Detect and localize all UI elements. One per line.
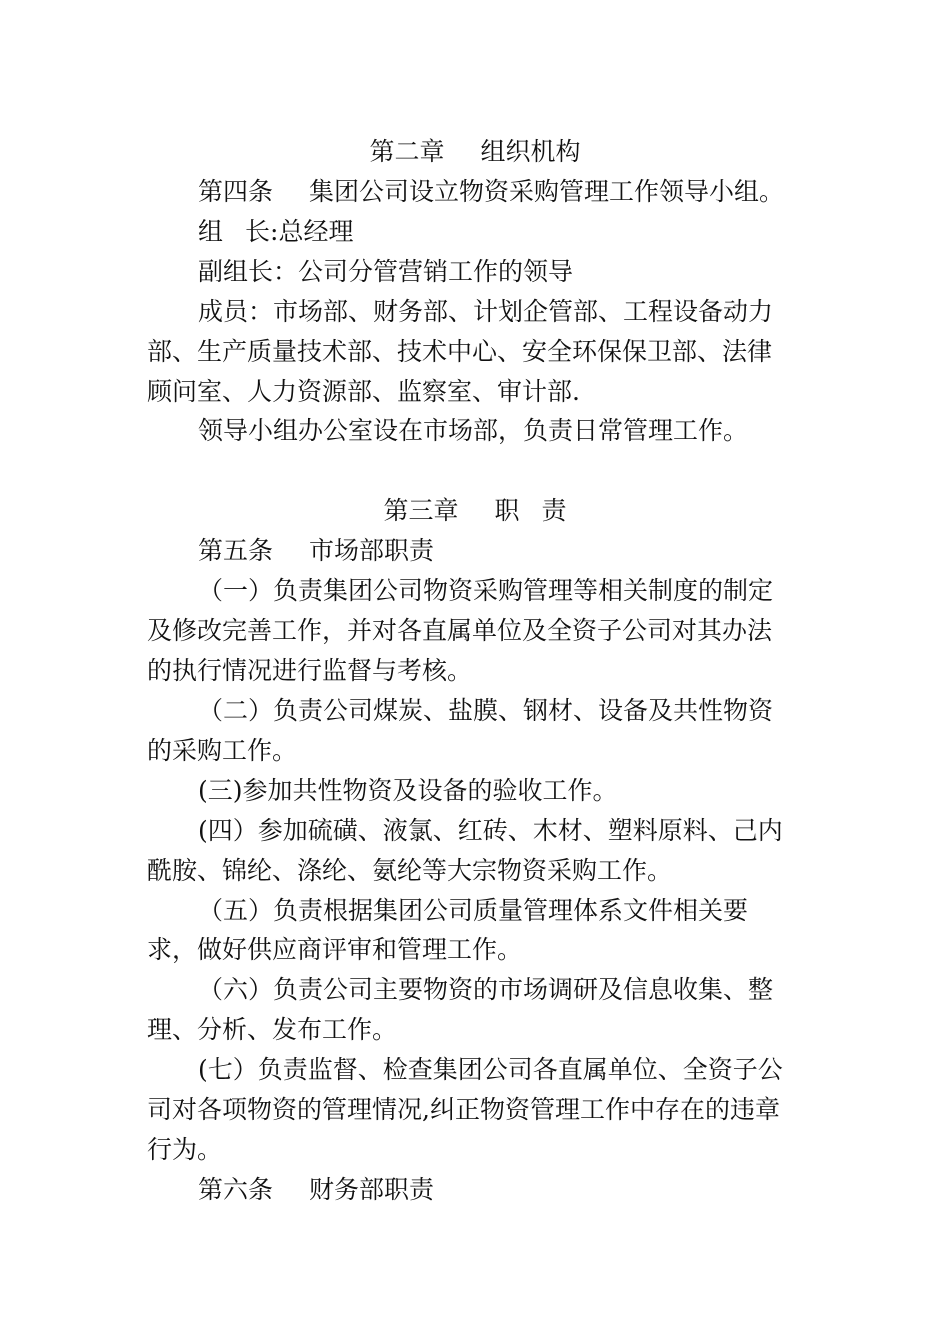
leader-value: 总经理 [278,217,354,246]
members-line-1: 成员：市场部、财务部、计划企管部、工程设备动力 [198,297,774,326]
chapter-2-number: 第二章 [369,137,445,166]
duty-1-line-3: 的执行情况进行监督与考核。 [147,656,473,685]
leader-label-part1: 组 [198,217,224,246]
article-5-text: 市场部职责 [309,536,435,565]
article-6-label: 第六条 [198,1175,274,1204]
duty-5-line-1: （五）负责根据集团公司质量管理体系文件相关要 [198,896,749,925]
chapter-2-heading [0,137,950,167]
duty-7-line-3: 行为。 [147,1135,223,1164]
duty-1-line-1: （一）负责集团公司物资采购管理等相关制度的制定 [198,576,774,605]
article-6-text: 财务部职责 [309,1175,435,1204]
article-6 [198,1175,434,1205]
members-line-3: 顾问室、人力资源部、监察室、审计部. [147,377,580,406]
duty-4-line-2: 酰胺、锦纶、涤纶、氨纶等大宗物资采购工作。 [147,856,673,885]
deputy-leader-line: 副组长：公司分管营销工作的领导 [198,257,574,286]
office-note: 领导小组办公室设在市场部，负责日常管理工作。 [198,416,749,445]
duty-4-line-1: (四）参加硫磺、液氯、红砖、木材、塑料原料、己内 [198,816,783,845]
members-line-2: 部、生产质量技术部、技术中心、安全环保保卫部、法律 [147,337,773,366]
duty-5-line-2: 求，做好供应商评审和管理工作。 [147,935,523,964]
chapter-3-number: 第三章 [383,496,459,525]
article-4 [198,177,784,207]
duty-6-line-2: 理、分析、发布工作。 [147,1015,398,1044]
article-4-text: 集团公司设立物资采购管理工作领导小组。 [309,177,785,206]
duty-3-line-1: (三)参加共性物资及设备的验收工作。 [198,776,618,805]
chapter-2-title: 组织机构 [480,137,581,166]
duty-2-line-1: （二）负责公司煤炭、盐膜、钢材、设备及共性物资 [198,696,774,725]
chapter-3-heading [0,496,950,526]
duty-2-line-2: 的采购工作。 [147,736,298,765]
article-4-label: 第四条 [198,177,274,206]
duty-6-line-1: （六）负责公司主要物资的市场调研及信息收集、整 [198,975,774,1004]
leader-label-part2: 长: [245,217,279,246]
duty-1-line-2: 及修改完善工作，并对各直属单位及全资子公司对其办法 [147,616,773,645]
article-5-label: 第五条 [198,536,274,565]
duty-7-line-1: (七）负责监督、检查集团公司各直属单位、全资子公 [198,1055,783,1084]
article-5 [198,536,434,566]
leader-line [198,217,353,247]
duty-7-line-2: 司对各项物资的管理情况,纠正物资管理工作中存在的违章 [147,1095,780,1124]
chapter-3-title-part2: 责 [541,496,567,525]
chapter-3-title-part1: 职 [494,496,520,525]
